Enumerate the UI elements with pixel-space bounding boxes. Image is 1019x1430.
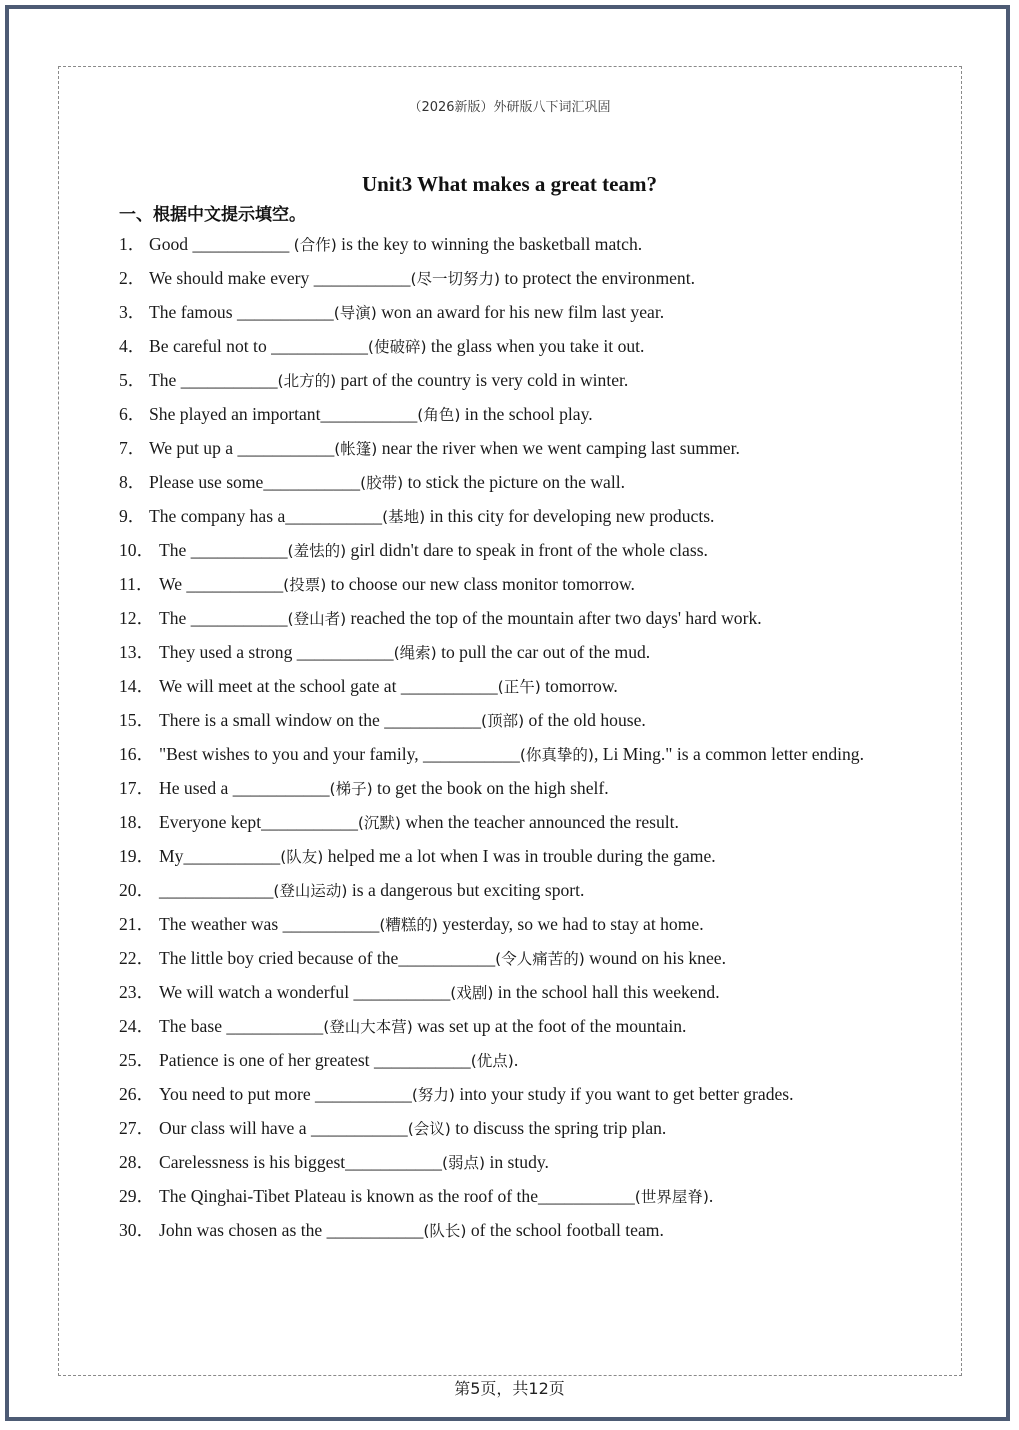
question-number: 27． bbox=[119, 1118, 155, 1138]
question-text-before: The Qinghai-Tibet Plateau is known as the roof of the___________ bbox=[159, 1186, 635, 1206]
question-item bbox=[119, 636, 901, 670]
question-number: 26． bbox=[119, 1084, 155, 1104]
question-number: 10． bbox=[119, 540, 155, 560]
question-text-before: She played an important___________ bbox=[149, 404, 418, 424]
question-item bbox=[119, 330, 901, 364]
chinese-hint: (梯子) bbox=[329, 780, 373, 798]
chinese-hint: (帐篷) bbox=[334, 440, 378, 458]
question-text-before: The base ___________ bbox=[159, 1016, 324, 1036]
question-number: 13． bbox=[119, 642, 155, 662]
chinese-hint: (胶带) bbox=[360, 474, 404, 492]
question-number: 8． bbox=[119, 472, 146, 492]
chinese-hint: (沉默) bbox=[357, 814, 401, 832]
question-text-after: to protect the environment. bbox=[500, 268, 696, 288]
chinese-hint: (会议) bbox=[407, 1120, 451, 1138]
question-item bbox=[119, 432, 901, 466]
question-text-after: when the teacher announced the result. bbox=[400, 812, 679, 832]
question-text-after: , Li Ming." is a common letter ending. bbox=[593, 744, 865, 764]
question-text-after: to stick the picture on the wall. bbox=[403, 472, 626, 492]
question-text-before: The weather was ___________ bbox=[159, 914, 380, 934]
question-text-before: Carelessness is his biggest___________ bbox=[159, 1152, 442, 1172]
question-number: 12． bbox=[119, 608, 155, 628]
question-text-after: in study. bbox=[485, 1152, 549, 1172]
chinese-hint: (登山大本营) bbox=[323, 1018, 413, 1036]
question-number: 17． bbox=[119, 778, 155, 798]
chinese-hint: (正午) bbox=[497, 678, 541, 696]
question-text-after: into your study if you want to get better grades. bbox=[454, 1084, 794, 1104]
question-number: 21． bbox=[119, 914, 155, 934]
question-item bbox=[119, 1180, 901, 1214]
question-text-after: tomorrow. bbox=[540, 676, 618, 696]
header-note: （2026新版）外研版八下词汇巩固 bbox=[408, 100, 611, 115]
question-text-before: The company has a___________ bbox=[149, 506, 383, 526]
chinese-hint: (顶部) bbox=[481, 712, 525, 730]
question-item bbox=[119, 500, 901, 534]
question-text-after: to pull the car out of the mud. bbox=[436, 642, 651, 662]
question-item bbox=[119, 1010, 901, 1044]
chinese-hint: (糟糕的) bbox=[379, 916, 438, 934]
question-number: 1． bbox=[119, 234, 146, 254]
question-text-before: Be careful not to ___________ bbox=[149, 336, 368, 356]
question-item bbox=[119, 908, 901, 942]
question-item bbox=[119, 772, 901, 806]
question-number: 30． bbox=[119, 1220, 155, 1240]
question-number: 29． bbox=[119, 1186, 155, 1206]
question-text-after: near the river when we went camping last summer. bbox=[377, 438, 740, 458]
chinese-hint: (合作) bbox=[293, 236, 337, 254]
question-item bbox=[119, 296, 901, 330]
chinese-hint: (基地) bbox=[382, 508, 426, 526]
question-text-after: helped me a lot when I was in trouble during the game. bbox=[323, 846, 716, 866]
question-text-after: wound on his knee. bbox=[584, 948, 726, 968]
question-item bbox=[119, 1044, 901, 1078]
question-text-before: You need to put more ___________ bbox=[159, 1084, 412, 1104]
question-text-before: The ___________ bbox=[159, 608, 288, 628]
chinese-hint: (尽一切努力) bbox=[410, 270, 501, 288]
question-text-before: There is a small window on the ___________ bbox=[159, 710, 482, 730]
question-text-after: . bbox=[708, 1186, 714, 1206]
chinese-hint: (你真挚的) bbox=[519, 746, 594, 764]
question-text-before: He used a ___________ bbox=[159, 778, 330, 798]
question-text-before: We will watch a wonderful ___________ bbox=[159, 982, 451, 1002]
question-text-after: to get the book on the high shelf. bbox=[372, 778, 609, 798]
question-text-after: was set up at the foot of the mountain. bbox=[412, 1016, 687, 1036]
question-text-after: to discuss the spring trip plan. bbox=[450, 1118, 667, 1138]
question-number: 25． bbox=[119, 1050, 155, 1070]
question-text-after: of the old house. bbox=[524, 710, 646, 730]
chinese-hint: (队友) bbox=[280, 848, 324, 866]
question-number: 22． bbox=[119, 948, 155, 968]
question-item bbox=[119, 602, 901, 636]
question-number: 14． bbox=[119, 676, 155, 696]
question-text-before: We will meet at the school gate at ___________ bbox=[159, 676, 498, 696]
chinese-hint: (投票) bbox=[283, 576, 327, 594]
page-title: Unit3 What makes a great team? bbox=[362, 172, 657, 196]
question-text-before: Our class will have a ___________ bbox=[159, 1118, 408, 1138]
chinese-hint: (角色) bbox=[417, 406, 461, 424]
chinese-hint: (绳索) bbox=[393, 644, 437, 662]
question-text-before: We put up a ___________ bbox=[149, 438, 335, 458]
question-number: 2． bbox=[119, 268, 146, 288]
question-item bbox=[119, 262, 901, 296]
question-text-before: The ___________ bbox=[159, 540, 288, 560]
question-number: 18． bbox=[119, 812, 155, 832]
question-item bbox=[119, 568, 901, 602]
question-item bbox=[119, 670, 901, 704]
question-item bbox=[119, 1146, 901, 1180]
chinese-hint: (努力) bbox=[411, 1086, 455, 1104]
chinese-hint: (北方的) bbox=[277, 372, 337, 390]
question-text-before: John was chosen as the ___________ bbox=[159, 1220, 424, 1240]
chinese-hint: (使破碎) bbox=[367, 338, 427, 356]
question-item bbox=[119, 942, 901, 976]
question-number: 23． bbox=[119, 982, 155, 1002]
question-item bbox=[119, 534, 901, 568]
question-number: 4． bbox=[119, 336, 146, 356]
question-number: 9． bbox=[119, 506, 146, 526]
question-number: 15． bbox=[119, 710, 155, 730]
question-item bbox=[119, 806, 901, 840]
question-text-before: The famous ___________ bbox=[149, 302, 334, 322]
chinese-hint: (世界屋脊) bbox=[634, 1188, 709, 1206]
question-item bbox=[119, 1078, 901, 1112]
question-text-before: "Best wishes to you and your family, ___________ bbox=[159, 744, 520, 764]
question-text-before: Patience is one of her greatest ___________ bbox=[159, 1050, 471, 1070]
question-number: 19． bbox=[119, 846, 155, 866]
question-text-before: Everyone kept___________ bbox=[159, 812, 358, 832]
question-item bbox=[119, 364, 901, 398]
question-item bbox=[119, 840, 901, 874]
question-item bbox=[119, 704, 901, 738]
question-text-before: The ___________ bbox=[149, 370, 278, 390]
question-text-after: in the school play. bbox=[460, 404, 593, 424]
chinese-hint: (登山者) bbox=[287, 610, 347, 628]
question-text-before: Please use some___________ bbox=[149, 472, 361, 492]
question-text-before: Good ___________ bbox=[149, 234, 294, 254]
chinese-hint: (导演) bbox=[333, 304, 377, 322]
question-text-after: in this city for developing new products. bbox=[425, 506, 715, 526]
question-text-after: yesterday, so we had to stay at home. bbox=[437, 914, 704, 934]
question-text-before: My___________ bbox=[159, 846, 281, 866]
chinese-hint: (队长) bbox=[423, 1222, 467, 1240]
chinese-hint: (戏剧) bbox=[450, 984, 494, 1002]
question-number: 3． bbox=[119, 302, 146, 322]
question-text-after: is the key to winning the basketball match. bbox=[336, 234, 643, 254]
question-number: 16． bbox=[119, 744, 155, 764]
question-text-before: They used a strong ___________ bbox=[159, 642, 394, 662]
question-item bbox=[119, 228, 901, 262]
question-text-before: We should make every ___________ bbox=[149, 268, 411, 288]
section-heading: 一、根据中文提示填空。 bbox=[119, 205, 306, 225]
question-text-before: _____________ bbox=[159, 880, 274, 900]
question-text-before: The little boy cried because of the___________ bbox=[159, 948, 496, 968]
question-number: 7． bbox=[119, 438, 146, 458]
chinese-hint: (令人痛苦的) bbox=[495, 950, 585, 968]
page-footer: 第5页，共12页 bbox=[454, 1379, 565, 1398]
question-item bbox=[119, 398, 901, 432]
question-item bbox=[119, 738, 901, 772]
question-number: 5． bbox=[119, 370, 146, 390]
question-item bbox=[119, 466, 901, 500]
question-text-after: is a dangerous but exciting sport. bbox=[347, 880, 585, 900]
chinese-hint: (羞怯的) bbox=[287, 542, 347, 560]
question-item bbox=[119, 1112, 901, 1146]
question-number: 11． bbox=[119, 574, 154, 594]
question-text-before: We ___________ bbox=[159, 574, 284, 594]
question-number: 20． bbox=[119, 880, 155, 900]
question-item bbox=[119, 976, 901, 1010]
question-text-after: the glass when you take it out. bbox=[426, 336, 645, 356]
question-item bbox=[119, 1214, 901, 1248]
chinese-hint: (登山运动) bbox=[273, 882, 348, 900]
question-item bbox=[119, 874, 901, 908]
question-number: 28． bbox=[119, 1152, 155, 1172]
question-text-after: of the school football team. bbox=[466, 1220, 664, 1240]
question-text-after: in the school hall this weekend. bbox=[493, 982, 720, 1002]
question-number: 24． bbox=[119, 1016, 155, 1036]
chinese-hint: (弱点) bbox=[441, 1154, 486, 1172]
chinese-hint: (优点) bbox=[470, 1052, 514, 1070]
question-text-after: reached the top of the mountain after two days' hard work. bbox=[346, 608, 762, 628]
question-text-after: part of the country is very cold in winter. bbox=[336, 370, 629, 390]
question-text-after: won an award for his new film last year. bbox=[376, 302, 665, 322]
question-text-after: to choose our new class monitor tomorrow. bbox=[326, 574, 635, 594]
question-text-after: girl didn't dare to speak in front of the whole class. bbox=[346, 540, 708, 560]
question-text-after: . bbox=[513, 1050, 519, 1070]
question-number: 6． bbox=[119, 404, 146, 424]
question-list bbox=[119, 228, 901, 1248]
